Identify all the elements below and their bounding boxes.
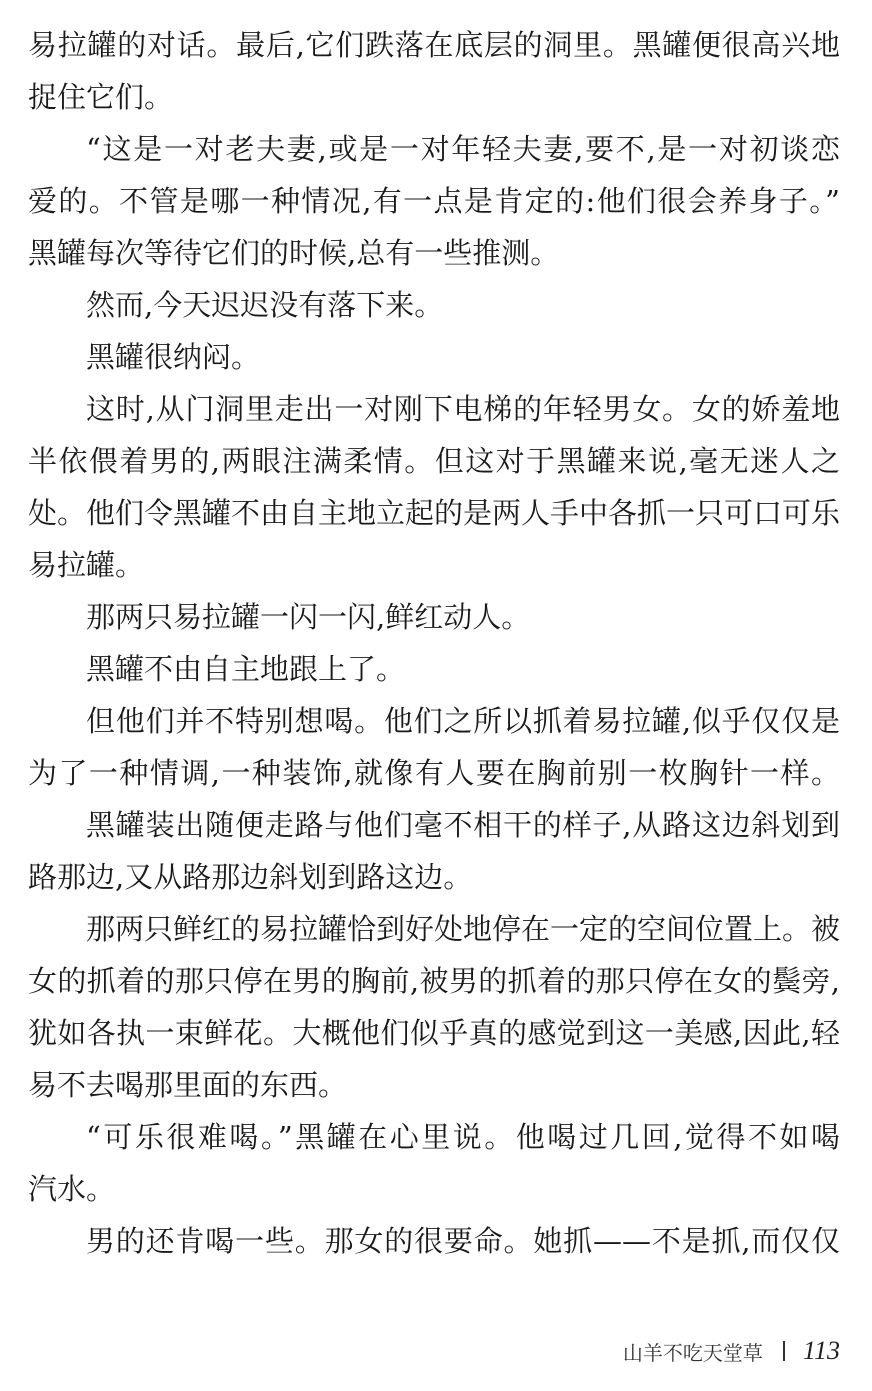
text-line: 然而,今天迟迟没有落下来。 (86, 288, 444, 322)
text-line: 但他们并不特别想喝。他们之所以抓着易拉罐,似乎仅仅是 (86, 704, 840, 738)
text-line: 黑罐每次等待它们的时候,总有一些推测。 (28, 236, 560, 270)
text-line: 爱的。不管是哪一种情况,有一点是肯定的:他们很会养身子。” (28, 184, 840, 218)
text-line: 女的抓着的那只停在男的胸前,被男的抓着的那只停在女的鬓旁, (28, 964, 840, 998)
text-line: 为了一种情调,一种装饰,就像有人要在胸前别一枚胸针一样。 (28, 756, 840, 790)
text-line: 捉住它们。 (28, 80, 174, 114)
text-line: 易不去喝那里面的东西。 (28, 1068, 348, 1102)
text-line: 黑罐很纳闷。 (86, 340, 261, 374)
text-line: 那两只鲜红的易拉罐恰到好处地停在一定的空间位置上。被 (86, 912, 840, 946)
text-line: 黑罐装出随便走路与他们毫不相干的样子,从路这边斜划到 (86, 808, 840, 842)
text-line: “可乐很难喝。”黑罐在心里说。他喝过几回,觉得不如喝 (86, 1120, 840, 1154)
text-line: 男的还肯喝一些。那女的很要命。她抓——不是抓,而仅仅 (86, 1224, 840, 1258)
text-line: “这是一对老夫妻,或是一对年轻夫妻,要不,是一对初谈恋 (86, 132, 840, 166)
page-footer (590, 1333, 840, 1369)
running-title: 山羊不吃天堂草 (622, 1340, 763, 1365)
text-line: 处。他们令黑罐不由自主地立起的是两人手中各抓一只可口可乐 (28, 496, 840, 530)
text-line: 那两只易拉罐一闪一闪,鲜红动人。 (86, 600, 531, 634)
text-line: 犹如各执一束鲜花。大概他们似乎真的感觉到这一美感,因此,轻 (28, 1016, 840, 1050)
text-line: 路那边,又从路那边斜划到路这边。 (28, 860, 473, 894)
text-line: 易拉罐。 (28, 548, 145, 582)
page-number: 113 (802, 1336, 840, 1365)
text-line: 黑罐不由自主地跟上了。 (86, 652, 406, 686)
page-body (28, 24, 840, 1272)
text-line: 易拉罐的对话。最后,它们跌落在底层的洞里。黑罐便很高兴地 (28, 28, 840, 62)
text-line: 这时,从门洞里走出一对刚下电梯的年轻男女。女的娇羞地 (86, 392, 840, 426)
text-line: 汽水。 (28, 1172, 116, 1206)
text-line: 半依偎着男的,两眼注满柔情。但这对于黑罐来说,毫无迷人之 (28, 444, 840, 478)
footer-separator (783, 1341, 785, 1361)
